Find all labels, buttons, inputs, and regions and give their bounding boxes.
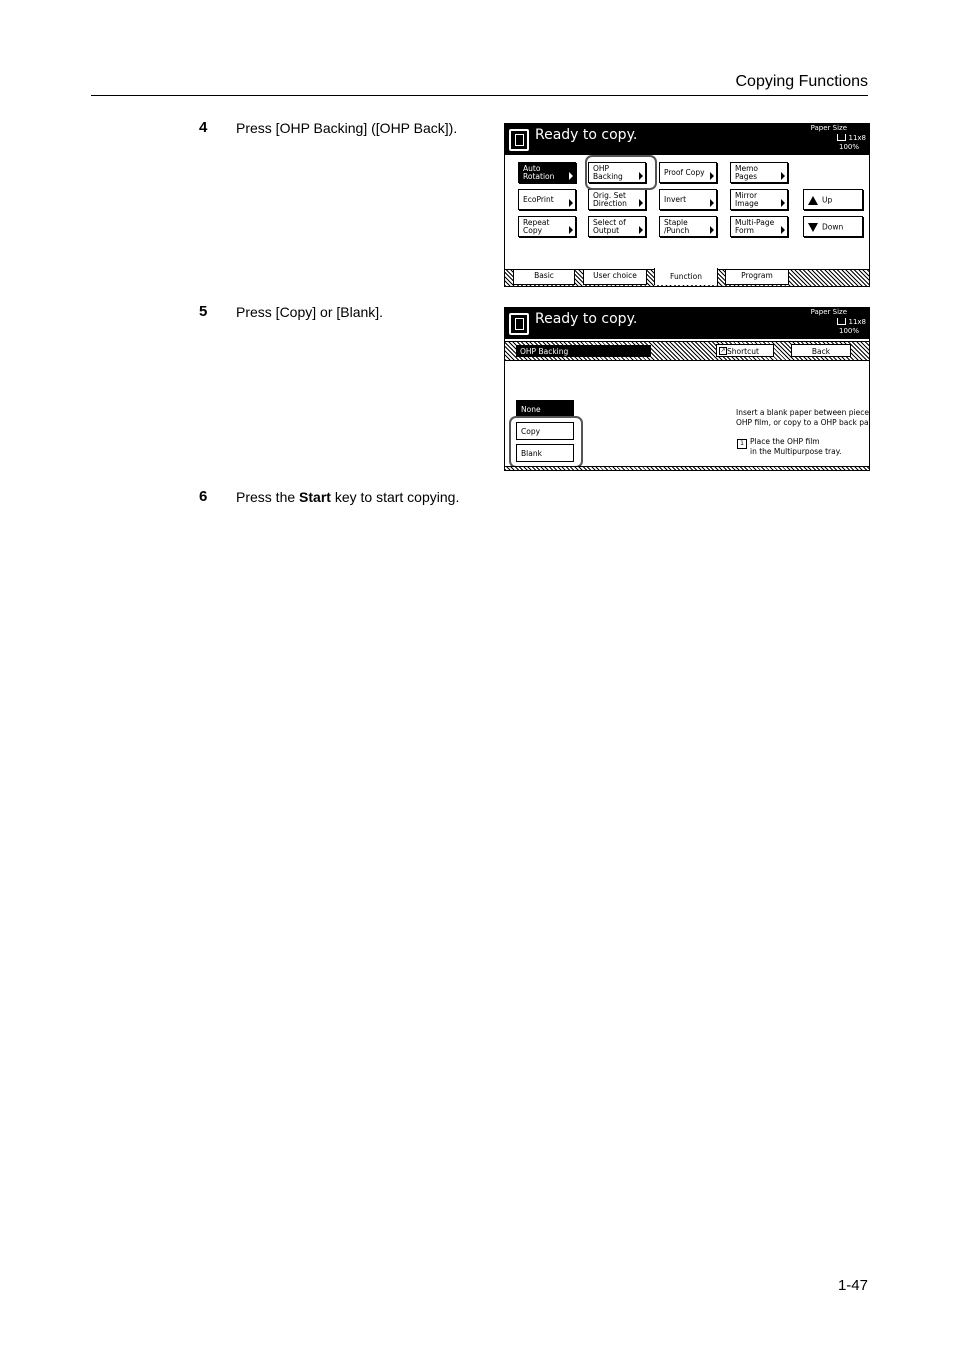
copy-blank-highlight [509,416,583,468]
submenu-arrow-icon [569,172,573,180]
submenu-arrow-icon [710,172,714,180]
button-label: Select of Output [593,218,626,235]
paper-size-value: 11x8 [848,318,866,326]
section-title: Copying Functions [735,73,868,90]
zoom-value: 100% [838,327,859,335]
function-button-select-of-output[interactable] [588,216,646,237]
function-button-auto-rotation[interactable] [518,162,576,183]
function-button-ecoprint[interactable] [518,189,576,210]
tab-function[interactable]: Function [654,268,718,285]
paper-tray-icon [837,318,846,325]
status-message: Ready to copy. [535,127,638,143]
submenu-arrow-icon [639,226,643,234]
button-label: Memo Pages [735,164,758,181]
status-message: Ready to copy. [535,311,638,327]
submenu-arrow-icon [781,172,785,180]
paper-tray-icon [837,134,846,141]
button-label: EcoPrint [523,195,554,204]
shortcut-icon: ↗ [720,347,726,354]
tab-bar [505,269,869,286]
header-rule [91,95,868,96]
status-bar [505,124,869,155]
document-icon [509,129,529,151]
description-line-2: OHP film, or copy to a OHP back pa [736,418,869,427]
submenu-arrow-icon [710,199,714,207]
bottom-hatch [505,466,869,470]
function-button-repeat-copy[interactable] [518,216,576,237]
option-copy[interactable]: Copy [516,422,574,440]
button-label: Staple /Punch [664,218,690,235]
tab-program[interactable]: Program [725,270,789,285]
paper-size-label: Paper Size [810,308,847,316]
up-label: Up [822,195,833,205]
submenu-arrow-icon [781,199,785,207]
function-button-mirror-image[interactable] [730,189,788,210]
button-label: Multi-Page Form [735,218,775,235]
step-6-text-before: Press the [236,489,300,505]
paper-size-label: Paper Size [810,124,847,132]
status-bar [505,308,869,339]
submenu-arrow-icon [639,199,643,207]
submenu-arrow-icon [569,226,573,234]
ohp-backing-screen [504,307,870,471]
note-line-1: Place the OHP film [750,437,820,446]
shortcut-button[interactable] [716,344,774,357]
step-5-text: Press [Copy] or [Blank]. [236,304,384,320]
up-button[interactable] [803,189,863,210]
zoom-value: 100% [838,143,859,151]
button-label: Orig. Set Direction [593,191,627,208]
tab-basic[interactable]: Basic [513,270,575,285]
step-6-text-after: key to start copying. [330,489,460,505]
start-key-label: Start [299,489,331,505]
note-line-2: in the Multipurpose tray. [750,447,842,456]
ohp-backing-highlight [585,155,657,190]
button-label: OHP Backing [593,164,623,181]
tab-user-choice[interactable]: User choice [583,270,647,285]
step-4-text: Press [OHP Backing] ([OHP Back]). [236,120,458,136]
down-arrow-icon [808,223,818,232]
page-number: 1-47 [837,1277,868,1294]
function-button-memo-pages[interactable] [730,162,788,183]
button-label: Invert [664,195,687,204]
button-label: Auto Rotation [523,164,555,181]
button-label: Proof Copy [664,168,705,177]
function-button-staple-punch[interactable] [659,216,717,237]
function-button-invert[interactable] [659,189,717,210]
note-number-icon: 1 [737,439,747,449]
function-button-multi-page-form[interactable] [730,216,788,237]
back-button[interactable]: Back [791,344,851,357]
description-line-1: Insert a blank paper between piece [736,408,870,417]
function-screen [504,123,870,287]
down-button[interactable] [803,216,863,237]
function-button-orig-set-direction[interactable] [588,189,646,210]
function-title: OHP Backing [516,345,651,357]
down-label: Down [822,222,844,232]
up-arrow-icon [808,196,818,205]
option-none[interactable]: None [516,400,574,418]
submenu-arrow-icon [569,199,573,207]
submenu-arrow-icon [710,226,714,234]
step-6-number: 6 [199,488,208,505]
shortcut-label: Shortcut [727,347,759,356]
step-6-text [236,489,459,505]
function-title-bar [505,341,869,361]
submenu-arrow-icon [781,226,785,234]
document-icon [509,313,529,335]
paper-size-value: 11x8 [848,134,866,142]
step-5-number: 5 [199,303,208,320]
step-4-number: 4 [199,119,208,136]
option-blank[interactable]: Blank [516,444,574,462]
button-label: Repeat Copy [523,218,550,235]
function-button-proof-copy[interactable] [659,162,717,183]
button-label: Mirror Image [735,191,759,208]
